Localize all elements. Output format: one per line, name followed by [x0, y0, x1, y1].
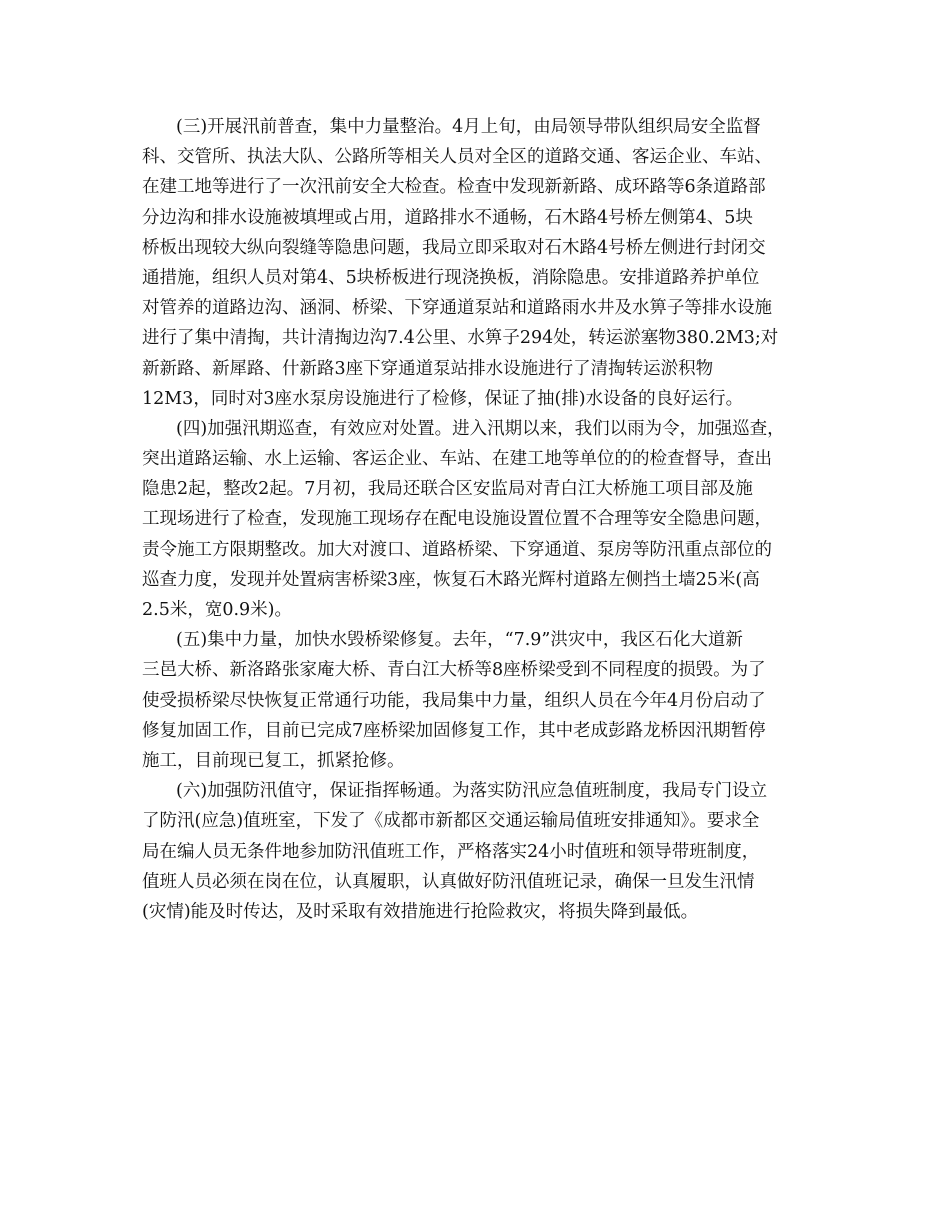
- paragraph-5-line-1: (五)集中力量，加快水毁桥梁修复。去年，“7.9”洪灾中，我区石化大道新: [176, 630, 743, 651]
- paragraph-5-line-5: 施工，目前现已复工，抓紧抢修。: [142, 750, 405, 771]
- paragraph-4-line-5: 责令施工方限期整改。加大对渡口、道路桥梁、下穿通道、泵房等防汛重点部位的: [142, 539, 772, 560]
- paragraph-4-line-2: 突出道路运输、水上运输、客运企业、车站、在建工地等单位的的检查督导，查出: [142, 449, 772, 470]
- paragraph-6-line-2: 了防汛(应急)值班室，下发了《成都市新都区交通运输局值班安排通知》。要求全: [142, 811, 760, 832]
- paragraph-5-line-3: 使受损桥梁尽快恢复正常通行功能，我局集中力量，组织人员在今年4月份启动了: [142, 690, 766, 711]
- paragraph-4-line-6: 巡查力度，发现并处置病害桥梁3座，恢复石木路光辉村道路左侧挡土墙25米(高: [142, 569, 760, 590]
- paragraph-4-line-3: 隐患2起，整改2起。7月初，我局还联合区安监局对青白江大桥施工项目部及施: [142, 479, 753, 500]
- paragraph-3-line-8: 进行了集中清掏，共计清掏边沟7.4公里、水箅子294处，转运淤塞物380.2M3;对: [142, 328, 779, 349]
- paragraph-3-line-4: 分边沟和排水设施被填埋或占用，道路排水不通畅，石木路4号桥左侧第4、5块: [142, 207, 753, 228]
- paragraph-3-line-9: 新新路、新犀路、什新路3座下穿通道泵站排水设施进行了清掏转运淤积物: [142, 358, 714, 379]
- paragraph-4-line-1: (四)加强汛期巡查，有效应对处置。进入汛期以来，我们以雨为令，加强巡查，: [176, 418, 785, 439]
- paragraph-5-line-4: 修复加固工作，目前已完成7座桥梁加固修复工作，其中老成彭路龙桥因汛期暂停: [142, 720, 766, 741]
- paragraph-6-line-4: 值班人员必须在岗在位，认真履职，认真做好防汛值班记录，确保一旦发生汛情: [142, 871, 755, 892]
- paragraph-4-line-7: 2.5米，宽0.9米)。: [142, 600, 292, 620]
- paragraph-3-line-10: 12M3，同时对3座水泵房设施进行了检修，保证了抽(排)水设备的良好运行。: [142, 388, 744, 409]
- document-body: [142, 112, 842, 927]
- paragraph-4-line-4: 工现场进行了检查，发现施工现场存在配电设施设置位置不合理等安全隐患问题，: [142, 509, 772, 530]
- paragraph-5-line-2: 三邑大桥、新洛路张家庵大桥、青白江大桥等8座桥梁受到不同程度的损毁。为了: [142, 660, 766, 681]
- paragraph-3-line-2: 科、交管所、执法大队、公路所等相关人员对全区的道路交通、客运企业、车站、: [142, 147, 772, 168]
- paragraph-3-line-7: 对管养的道路边沟、涵洞、桥梁、下穿通道泵站和道路雨水井及水箅子等排水设施: [142, 298, 772, 319]
- paragraph-6-line-5: (灾情)能及时传达，及时采取有效措施进行抢险救灾，将损失降到最低。: [142, 901, 699, 922]
- paragraph-3-line-1: (三)开展汛前普查，集中力量整治。4月上旬，由局领导带队组织局安全监督: [176, 117, 761, 137]
- paragraph-6-line-1: (六)加强防汛值守，保证指挥畅通。为落实防汛应急值班制度，我局专门设立: [176, 781, 768, 802]
- paragraph-3-line-6: 通措施，组织人员对第4、5块桥板进行现浇换板，消除隐患。安排道路养护单位: [142, 267, 760, 288]
- paragraph-6-line-3: 局在编人员无条件地参加防汛值班工作，严格落实24小时值班和领导带班制度，: [142, 841, 760, 862]
- paragraph-3-line-5: 桥板出现较大纵向裂缝等隐患问题，我局立即采取对石木路4号桥左侧进行封闭交: [142, 237, 766, 258]
- paragraph-3-line-3: 在建工地等进行了一次汛前安全大检查。检查中发现新新路、成环路等6条道路部: [142, 177, 766, 198]
